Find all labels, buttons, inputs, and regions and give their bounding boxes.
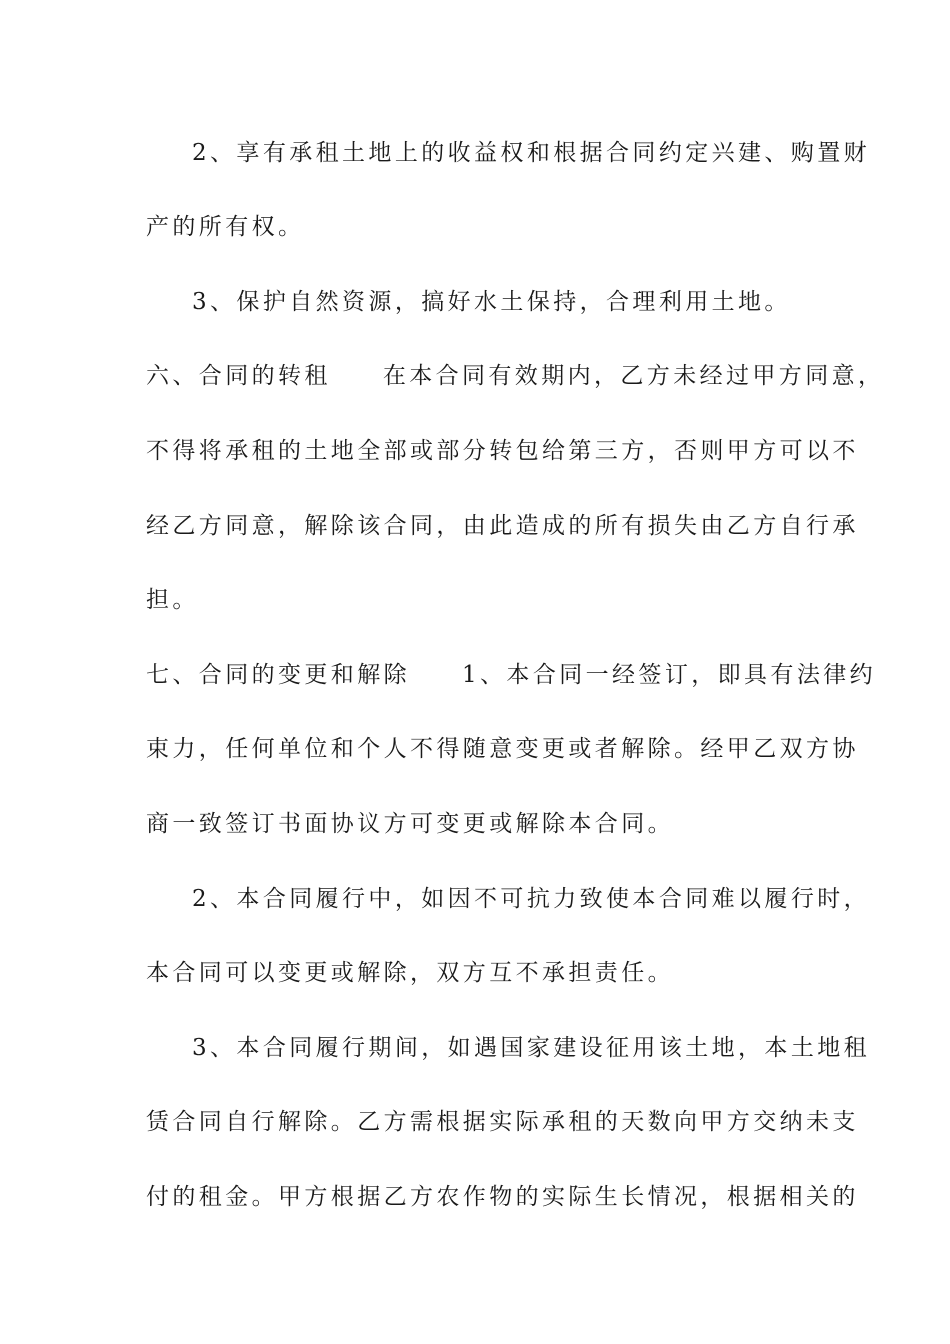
line-text: 付的租金。甲方根据乙方农作物的实际生长情况，根据相关的 bbox=[146, 1184, 859, 1210]
line-text: 2、本合同履行中，如因不可抗力致使本合同难以履行时， bbox=[192, 886, 871, 912]
line-text: 经乙方同意，解除该合同，由此造成的所有损失由乙方自行承 bbox=[146, 513, 859, 539]
section-heading: 七、合同的变更和解除 bbox=[146, 662, 410, 688]
line-text: 3、本合同履行期间，如遇国家建设征用该土地，本土地租 bbox=[192, 1035, 871, 1061]
text-line bbox=[192, 884, 872, 914]
text-line bbox=[146, 1107, 859, 1137]
text-line bbox=[146, 660, 877, 690]
line-text: 在本合同有效期内，乙方未经过甲方同意， bbox=[382, 363, 885, 389]
line-text: 产的所有权。 bbox=[146, 214, 305, 240]
text-line bbox=[192, 287, 872, 317]
text-line bbox=[146, 361, 885, 391]
line-text: 担。 bbox=[146, 587, 199, 613]
line-text: 1、本合同一经签订，即具有法律约 bbox=[462, 662, 877, 688]
text-line bbox=[146, 734, 859, 764]
line-text: 束力，任何单位和个人不得随意变更或者解除。经甲乙双方协 bbox=[146, 736, 859, 762]
line-text: 商一致签订书面协议方可变更或解除本合同。 bbox=[146, 811, 674, 837]
line-text: 不得将承租的土地全部或部分转包给第三方，否则甲方可以不 bbox=[146, 438, 859, 464]
line-text: 3、保护自然资源，搞好水土保持，合理利用土地。 bbox=[192, 289, 791, 315]
text-line bbox=[146, 585, 826, 615]
line-text: 本合同可以变更或解除，双方互不承担责任。 bbox=[146, 960, 674, 986]
text-line bbox=[146, 958, 826, 988]
text-line bbox=[146, 212, 826, 242]
text-line bbox=[192, 1033, 872, 1063]
line-text: 赁合同自行解除。乙方需根据实际承租的天数向甲方交纳未支 bbox=[146, 1109, 859, 1135]
text-line bbox=[146, 809, 826, 839]
text-line bbox=[146, 1182, 859, 1212]
line-text: 2、享有承租土地上的收益权和根据合同约定兴建、购置财 bbox=[192, 140, 871, 166]
text-line bbox=[146, 511, 859, 541]
text-line bbox=[146, 436, 859, 466]
section-heading: 六、合同的转租 bbox=[146, 363, 331, 389]
text-line bbox=[192, 138, 872, 168]
